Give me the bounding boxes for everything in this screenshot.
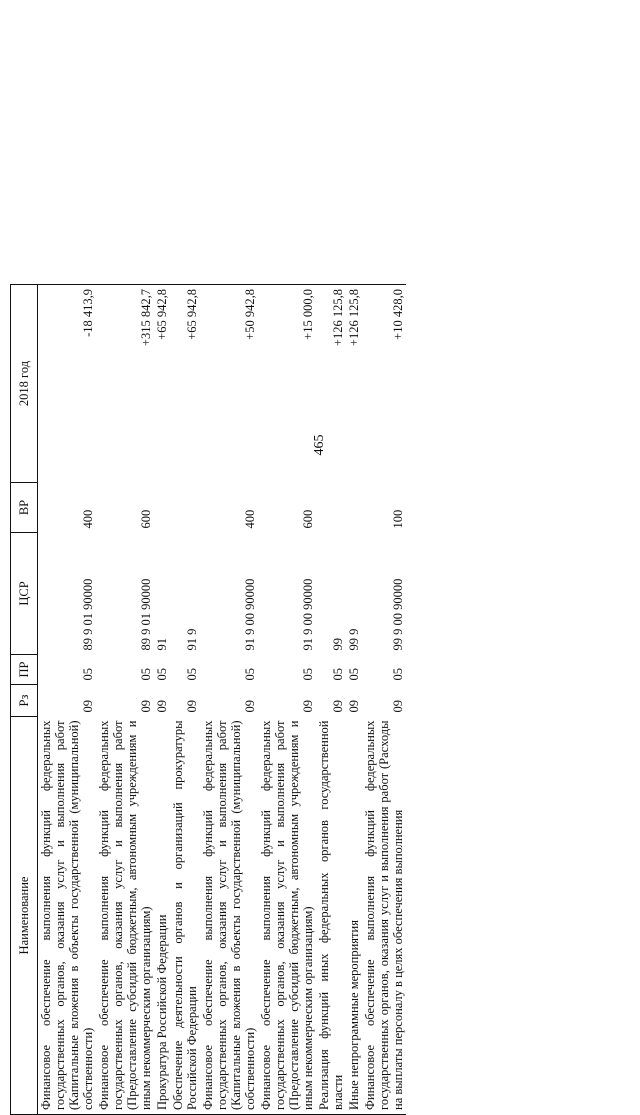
cell-name: Финансовое обеспечение выполнения функций федеральных государственных органов, оказания услуг и выполнения работ (Капитальные вложения в объекты государственной (муниципальной) собственности) — [38, 717, 97, 1115]
cell-csr: 99 9 00 90000 — [391, 578, 405, 651]
cell-csr: 91 9 00 90000 — [243, 578, 257, 651]
cell-pr: 05 — [243, 668, 257, 681]
cell-name: Обеспечение деятельности органов и организаций прокуратуры Российской Федерации — [170, 717, 200, 1115]
cell-vr — [316, 483, 346, 533]
cell-amount: +65 942,8 — [170, 285, 200, 483]
table-row — [38, 285, 97, 1115]
cell-rz: 09 — [185, 700, 199, 713]
page-number: 465 — [312, 434, 327, 456]
budget-table — [10, 284, 406, 1115]
header-name: Наименование — [11, 717, 38, 1115]
cell-vr — [170, 483, 200, 533]
cell-vr — [154, 483, 170, 533]
cell-csr: 89 9 01 90000 — [81, 578, 95, 651]
table-row — [258, 285, 316, 1115]
cell-vr — [346, 483, 362, 533]
cell-vr: 400 — [243, 509, 257, 529]
cell-pr: 05 — [155, 668, 169, 681]
table-row — [362, 285, 406, 1115]
cell-name: Финансовое обеспечение выполнения функций федеральных государственных органов, оказания услуг и выполнения работ (Предоставление субсидий бюджетным, автономным учреждениям и иным некоммерческим организациям) — [96, 717, 154, 1115]
cell-amount: +126 125,8 — [346, 285, 362, 483]
header-pr: ПР — [11, 655, 38, 685]
cell-amount: +50 942,8 — [200, 285, 258, 483]
cell-csr: 91 9 00 90000 — [301, 578, 315, 651]
cell-vr: 100 — [391, 509, 405, 529]
table-header-row — [11, 285, 38, 1115]
cell-rz: 09 — [331, 700, 345, 713]
header-rz: Рз — [11, 685, 38, 717]
table-row — [96, 285, 154, 1115]
cell-rz: 09 — [301, 700, 315, 713]
cell-vr: 600 — [301, 509, 315, 529]
table-row — [346, 285, 362, 1115]
cell-rz: 09 — [81, 700, 95, 713]
cell-name: Прокуратура Российской Федерации — [154, 717, 170, 1115]
table-row — [200, 285, 258, 1115]
cell-amount: +65 942,8 — [154, 285, 170, 483]
cell-pr: 05 — [347, 668, 361, 681]
cell-name: Реализация функций иных федеральных органов государственной власти — [316, 717, 346, 1115]
cell-amount: +126 125,8 — [316, 285, 346, 483]
table-row — [170, 285, 200, 1115]
cell-pr: 05 — [391, 668, 405, 681]
cell-amount: +15 000,0 — [258, 285, 316, 483]
cell-vr: 600 — [139, 509, 153, 529]
cell-rz: 09 — [347, 700, 361, 713]
cell-name: Финансовое обеспечение выполнения функций федеральных государственных органов, оказания услуг и выполнения работ (Предоставление субсидий бюджетным, автономным учреждениям и иным некоммерческим организациям) — [258, 717, 316, 1115]
cell-pr: 05 — [185, 668, 199, 681]
rotated-table-container — [10, 285, 570, 1115]
cell-name: Финансовое обеспечение выполнения функций федеральных государственных органов, оказания услуг и выполнения работ (Расходы на выплаты персоналу в целях обеспечения выполнения — [362, 717, 406, 1115]
cell-pr: 05 — [81, 668, 95, 681]
cell-csr: 99 9 — [347, 628, 361, 651]
cell-rz: 09 — [139, 700, 153, 713]
cell-name: Иные непрограммные мероприятия — [346, 717, 362, 1115]
table-row — [154, 285, 170, 1115]
header-vr: ВР — [11, 483, 38, 533]
cell-rz: 09 — [243, 700, 257, 713]
cell-amount: +315 842,7 — [96, 285, 154, 483]
cell-amount: +10 428,0 — [362, 285, 406, 483]
cell-csr: 91 — [155, 638, 169, 651]
header-amount: 2018 год — [11, 285, 38, 483]
cell-rz: 09 — [391, 700, 405, 713]
cell-rz: 09 — [155, 700, 169, 713]
cell-pr: 05 — [301, 668, 315, 681]
cell-csr: 91 9 — [185, 628, 199, 651]
cell-amount: -18 413,9 — [38, 285, 97, 483]
cell-pr: 05 — [139, 668, 153, 681]
cell-vr: 400 — [81, 509, 95, 529]
cell-pr: 05 — [331, 668, 345, 681]
table-row — [316, 285, 346, 1115]
cell-csr: 89 9 01 90000 — [139, 578, 153, 651]
cell-csr: 99 — [331, 638, 345, 651]
cell-name: Финансовое обеспечение выполнения функций федеральных государственных органов, оказания услуг и выполнения работ (Капитальные вложения в объекты государственной (муниципальной) собственности) — [200, 717, 258, 1115]
header-csr: ЦСР — [11, 533, 38, 655]
